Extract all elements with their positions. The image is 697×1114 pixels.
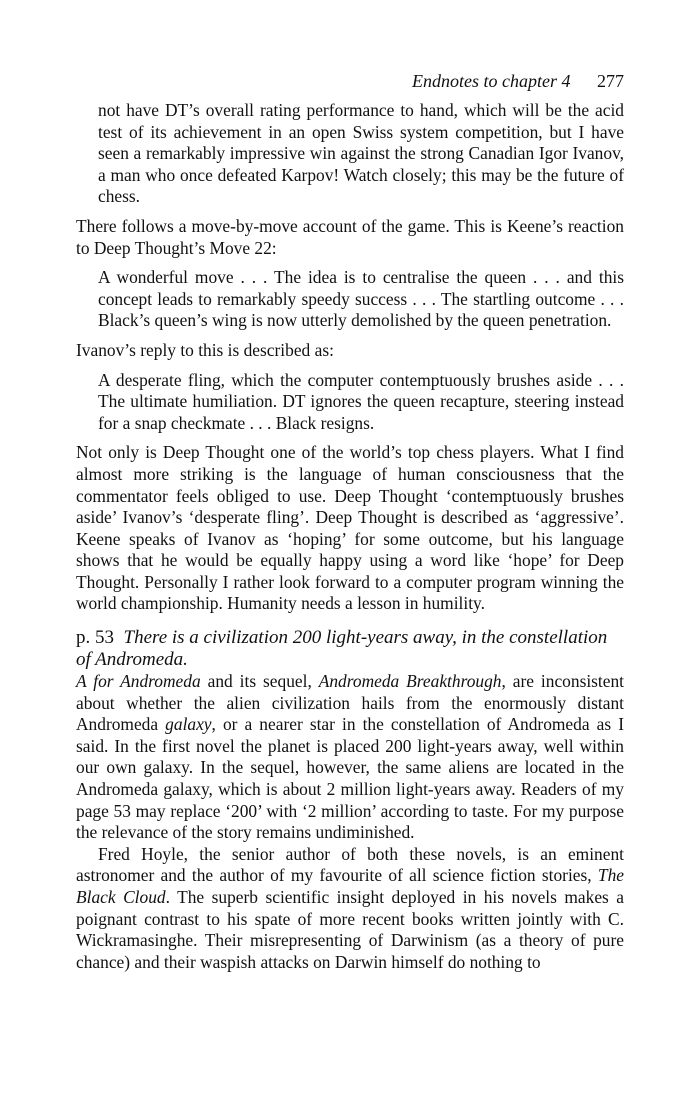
paragraph-move-account: There follows a move-by-move account of the game. This is Keene’s reaction to Deep Thought’s Move 22: <box>76 215 624 258</box>
endnote-page-ref: p. 53 <box>76 627 114 649</box>
page-number: 277 <box>597 71 624 91</box>
endnote-heading <box>76 627 624 671</box>
paragraph-deep-thought-language: Not only is Deep Thought one of the world’s top chess players. What I find almost more striking is the language of human consciousness that the commentator feels obliged to use. Deep Thought ‘contemptuously brushes aside’ Ivanov’s ‘desperate fling’. Deep Thought is described as ‘aggressive’. Keene speaks of Ivanov as ‘hoping’ for some outcome, but his language shows that he would be equally happy using a word like ‘hope’ for Deep Thought. Personally I rather look forward to a computer program winning the world championship. Humanity needs a lesson in humility. <box>76 442 624 614</box>
paragraph-fred-hoyle: Fred Hoyle, the senior author of both these novels, is an eminent astronomer and the author of my favourite of all science fiction stories, The Black Cloud. The superb scientific insight deployed in his novels makes a poignant contrast to his spate of more recent books written jointly with C. Wickramasinghe. Their misrepresenting of Darwinism (as a theory of pure chance) and their waspish attacks on Darwin himself do nothing to <box>76 843 625 972</box>
block-quote-keene-intro: not have DT’s overall rating performance to hand, which will be the acid test of its achievement in an open Swiss system competition, but I have seen a remarkably impressive win against the strong Canadian Igor Ivanov, a man who once defeated Karpov! Watch closely; this may be the future of chess. <box>98 100 624 207</box>
running-header <box>76 70 624 92</box>
paragraph-ivanov-reply: Ivanov’s reply to this is described as: <box>76 339 334 360</box>
paragraph-andromeda: A for Andromeda and its sequel, Andromeda Breakthrough, are inconsistent about whether the alien civilization hails from the enormously distant Andromeda galaxy, or a nearer star in the constellation of Andromeda as I said. In the first novel the planet is placed 200 light-years away, well within our own galaxy. In the sequel, however, the same aliens are located in the Andromeda galaxy, which is about 2 million light-years away. Readers of my page 53 may replace ‘200’ with ‘2 million’ according to taste. For my purpose the relevance of the story remains undiminished. <box>76 671 625 843</box>
book-title-andromeda-breakthrough: Andromeda Breakthrough <box>318 671 502 692</box>
endnote-quoted-line: There is a civilization 200 light-years away, in the constellation of Andromeda. <box>76 627 608 671</box>
running-title: Endnotes to chapter 4 <box>412 71 571 91</box>
book-title-black-cloud: The Black Cloud <box>76 865 624 907</box>
emphasis-galaxy: galaxy <box>165 714 212 735</box>
book-page <box>76 70 624 973</box>
block-quote-desperate-fling: A desperate fling, which the computer contemptuously brushes aside . . . The ultimate humiliation. DT ignores the queen recapture, steering instead for a snap checkmate . . . Black resigns. <box>98 369 624 433</box>
block-quote-move-22: A wonderful move . . . The idea is to centralise the queen . . . and this concept leads to remarkably speedy success . . . The startling outcome . . . Black’s queen’s wing is now utterly demolished by the queen penetration. <box>98 267 624 331</box>
book-title-a-for-andromeda: A for Andromeda <box>76 671 201 692</box>
